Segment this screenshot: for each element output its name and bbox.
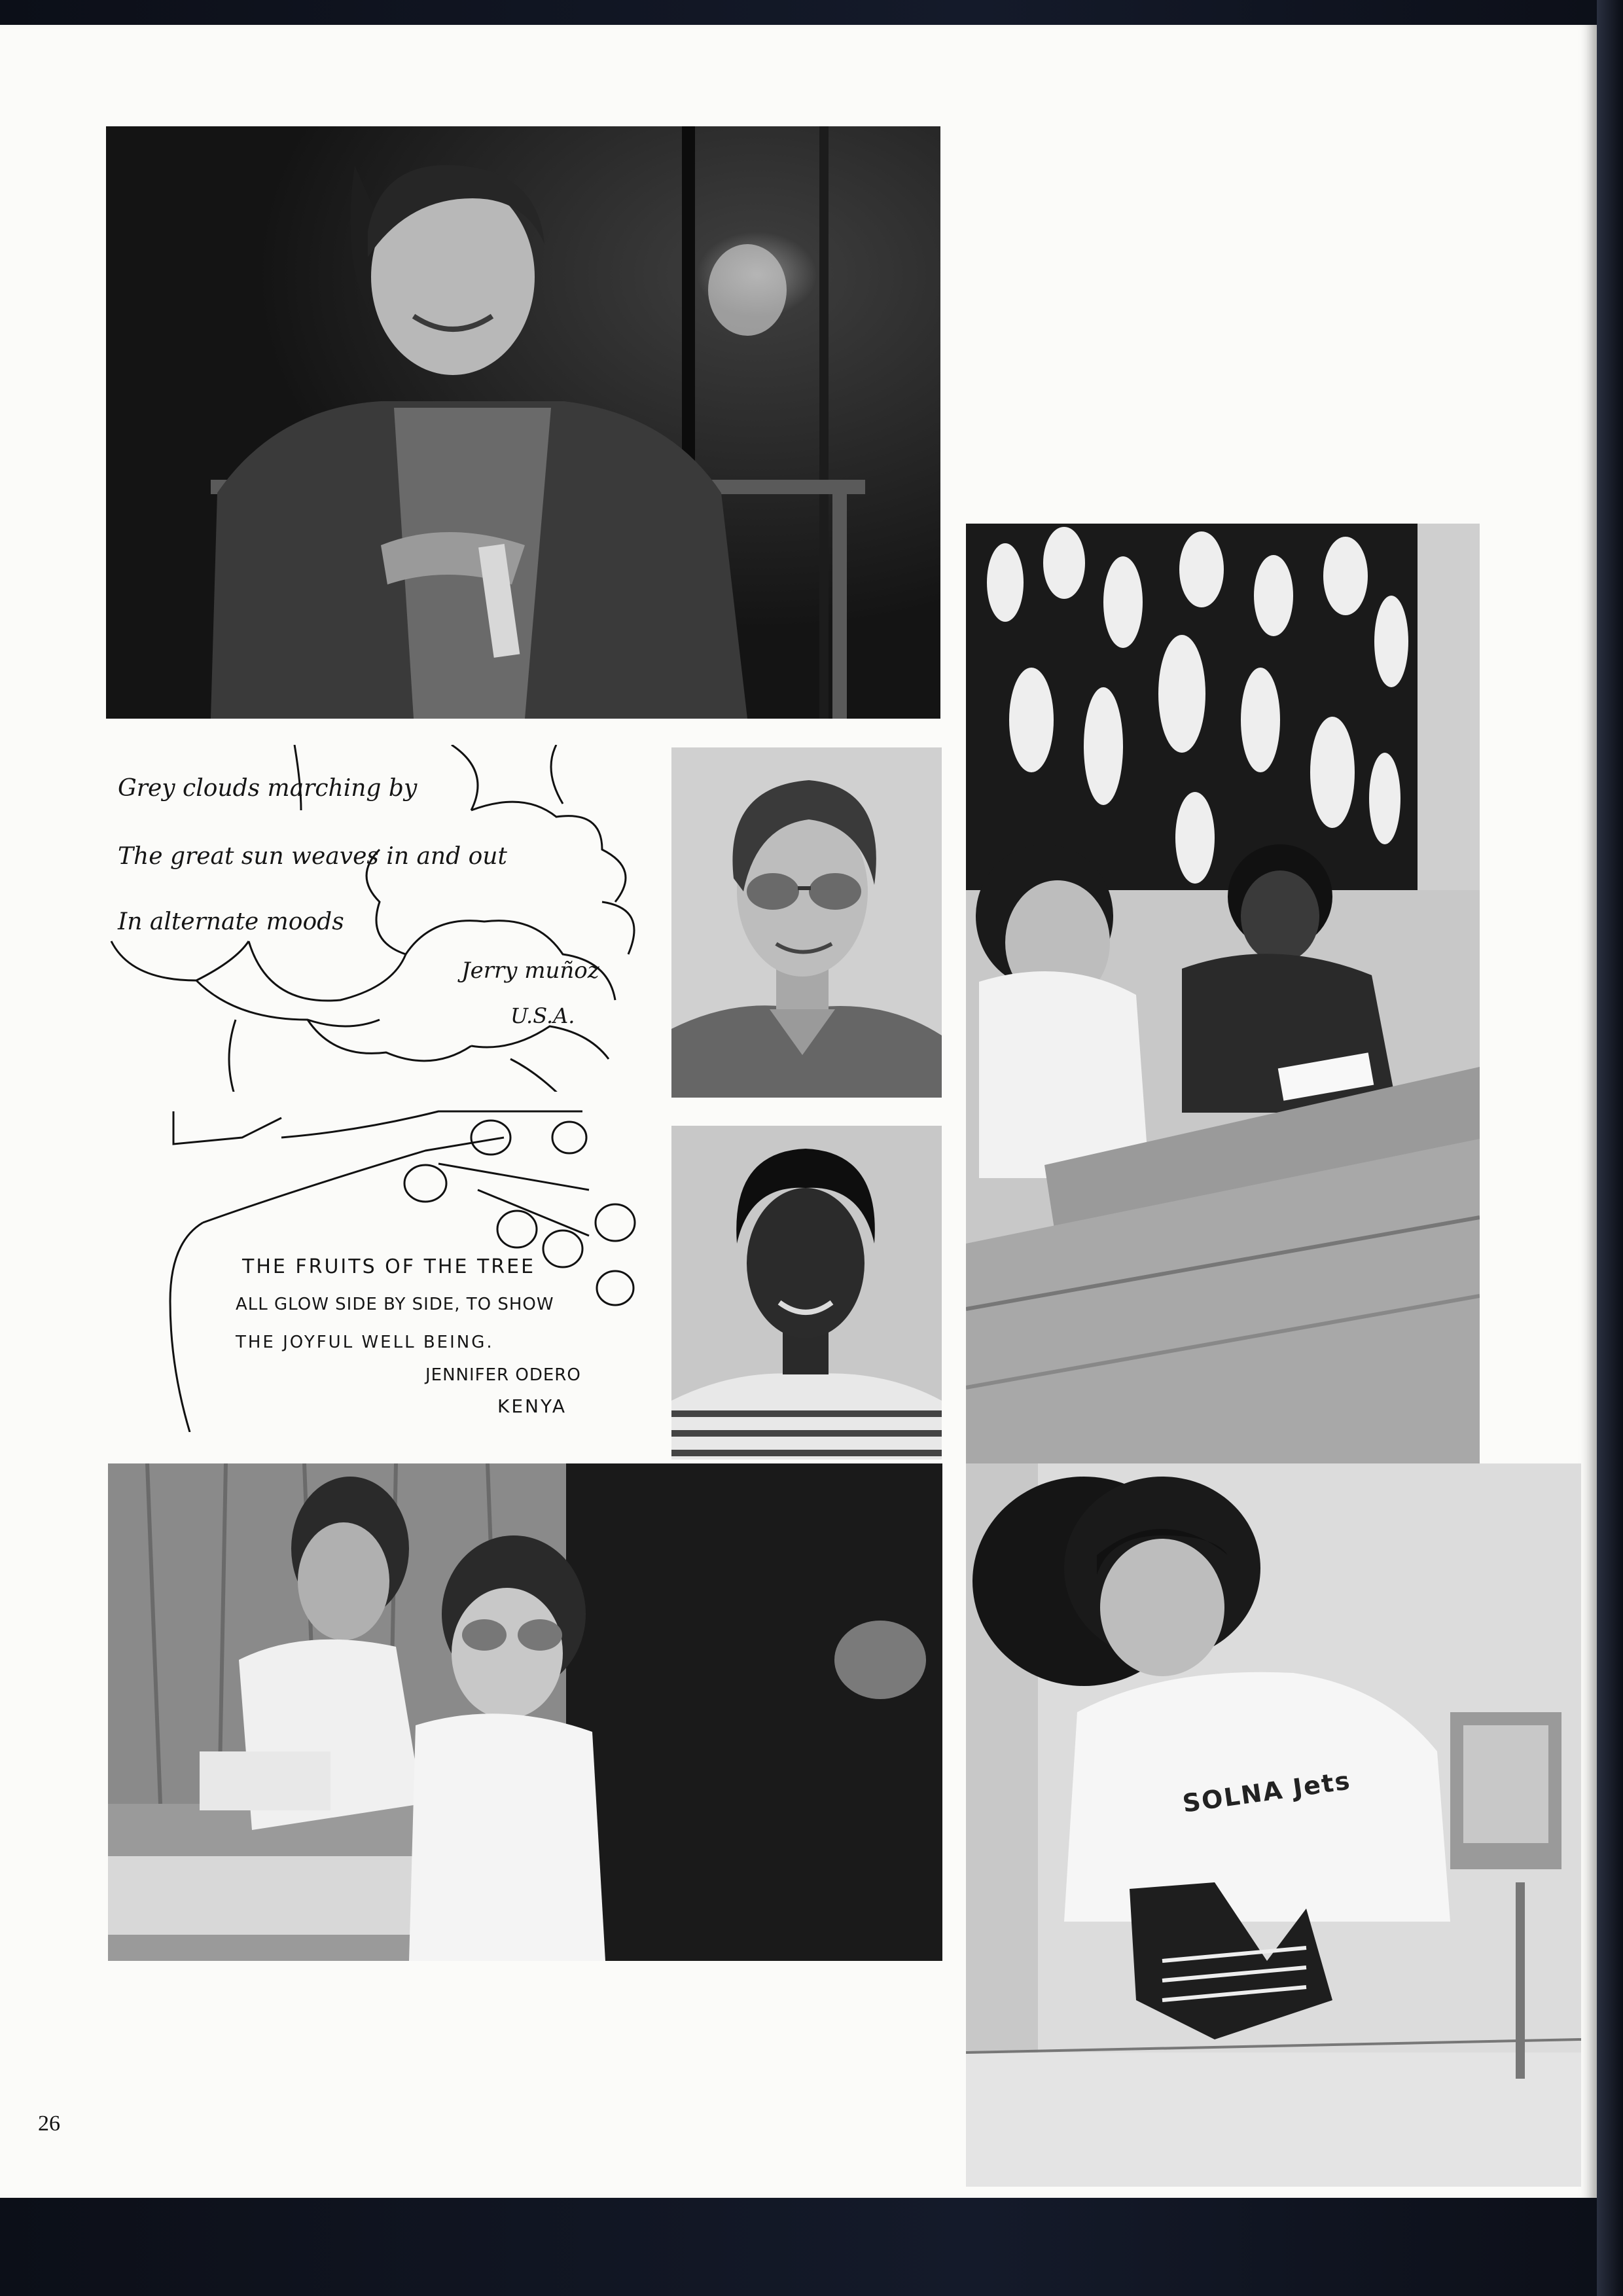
poem-line-1: Grey clouds marching by <box>118 775 418 802</box>
poem-line-3: In alternate moods <box>118 908 344 935</box>
shirt-text: SOLNA Jets <box>1181 1766 1353 1818</box>
poem-line-1: THE FRUITS OF THE TREE <box>242 1255 536 1278</box>
poem-author: JENNIFER ODERO <box>425 1365 581 1385</box>
photo-student-solna-jets-shirt <box>966 1463 1581 2187</box>
poem-country: KENYA <box>497 1395 567 1417</box>
poem-fruits-of-the-tree <box>164 1092 641 1432</box>
poem-line-2: ALL GLOW SIDE BY SIDE, TO SHOW <box>236 1295 554 1314</box>
photo-portrait-boy-sunglasses <box>671 747 942 1098</box>
yearbook-page <box>0 25 1597 2198</box>
photo-student-leaning-on-railing <box>106 126 940 719</box>
poem-line-3: THE JOYFUL WELL BEING. <box>236 1333 494 1352</box>
photo-two-students-at-desk <box>108 1463 942 1961</box>
poem-grey-clouds <box>105 745 648 1098</box>
book-spine <box>1597 0 1623 2296</box>
poem-author: Jerry muñoz <box>461 958 599 984</box>
poem-country: U.S.A. <box>510 1003 575 1028</box>
page-number: 26 <box>38 2111 60 2136</box>
poem-line-2: The great sun weaves in and out <box>118 843 507 870</box>
photo-portrait-girl-striped-shirt <box>671 1126 942 1460</box>
photo-classroom-with-wall-art <box>966 524 1480 1466</box>
